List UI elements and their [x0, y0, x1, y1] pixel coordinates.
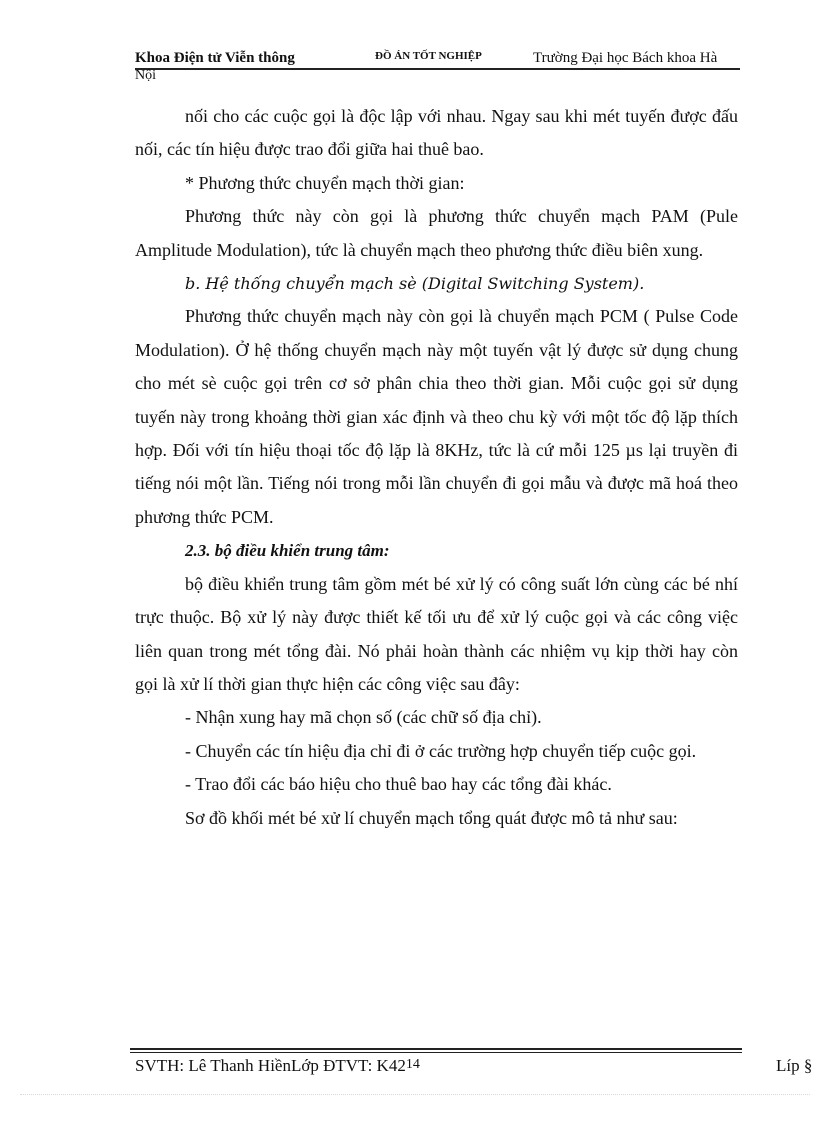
page-header: [135, 48, 740, 88]
header-faculty: Khoa Điện tử Viễn thông: [135, 50, 295, 66]
paragraph-7: Sơ đồ khối mét bé xử lí chuyển mạch tổng quát được mô tả như sau:: [185, 807, 678, 828]
footer-rule: [130, 1048, 742, 1050]
header-doc-type: ĐỒ ÁN TỐT NGHIỆP: [375, 50, 482, 62]
paragraph-2: * Phương thức chuyển mạch thời gian:: [185, 172, 465, 193]
footer-rule-thin: [130, 1052, 742, 1053]
paragraph-1: nối cho các cuộc gọi là độc lập với nhau. Ngay sau khi mét tuyến được đấu nối, các tín hiệu được trao đổi giữa hai thuê bao.: [135, 106, 738, 160]
paragraph-6: bộ điều khiển trung tâm gồm mét bé xử lý có công suất lớn cùng các bé nhí trực thuộc. Bộ xử lý này được thiết kế tối ưu để xử lý cuộc gọi và các công việc liên quan trong mét tổng đài. Nó phải hoàn thành các nhiệm vụ kịp thời hay còn gọi là xử lí thời gian thực hiện các công việc sau đây:: [135, 573, 738, 694]
header-rule: [135, 68, 740, 70]
section-heading: 2.3. bộ điều khiển trung tâm:: [185, 541, 390, 561]
document-body: [135, 100, 738, 835]
page-footer: [135, 1056, 420, 1076]
paragraph-5: Phương thức chuyển mạch này còn gọi là chuyển mạch PCM ( Pulse Code Modulation). Ở hệ thống chuyển mạch này một tuyến vật lý được sử dụng chung cho mét sè cuộc gọi trên cơ sở phân chia theo thời gian. Mỗi cuộc gọi sử dụng tuyến này trong khoảng thời gian xác định và theo chu kỳ với một tốc độ lặp thích hợp. Đối với tín hiệu thoại tốc độ lặp là 8KHz, tức là cứ mỗi 125 µs lại truyền đi tiếng nói một lần. Tiếng nói trong mỗi lần chuyển đi gọi mẫu và được mã hoá theo phương thức PCM.: [135, 306, 738, 527]
footer-class: Lớp ĐTVT: K42: [290, 1056, 406, 1075]
paragraph-4-subheading: b. Hệ thống chuyển mạch sè (Digital Switching System).: [185, 274, 645, 294]
page-bottom-dotted-line: [20, 1094, 810, 1095]
page-number: 14: [405, 1057, 420, 1072]
bullet-3: - Trao đổi các báo hiệu cho thuê bao hay các tổng đài khác.: [185, 774, 612, 795]
header-university-cont: Nội: [135, 68, 156, 83]
footer-student: SVTH: Lê Thanh Hiền: [135, 1056, 291, 1075]
bullet-2: - Chuyển các tín hiệu địa chỉ đi ở các trường hợp chuyển tiếp cuộc gọi.: [185, 740, 697, 761]
footer-right-text: Líp §: [776, 1056, 813, 1075]
bullet-1: - Nhận xung hay mã chọn số (các chữ số địa chỉ).: [185, 707, 542, 728]
header-university: Trường Đại học Bách khoa Hà: [533, 50, 718, 66]
paragraph-3: Phương thức này còn gọi là phương thức chuyển mạch PAM (Pule Amplitude Modulation), tức là chuyển mạch theo phương thức điều biên xung.: [135, 206, 738, 260]
